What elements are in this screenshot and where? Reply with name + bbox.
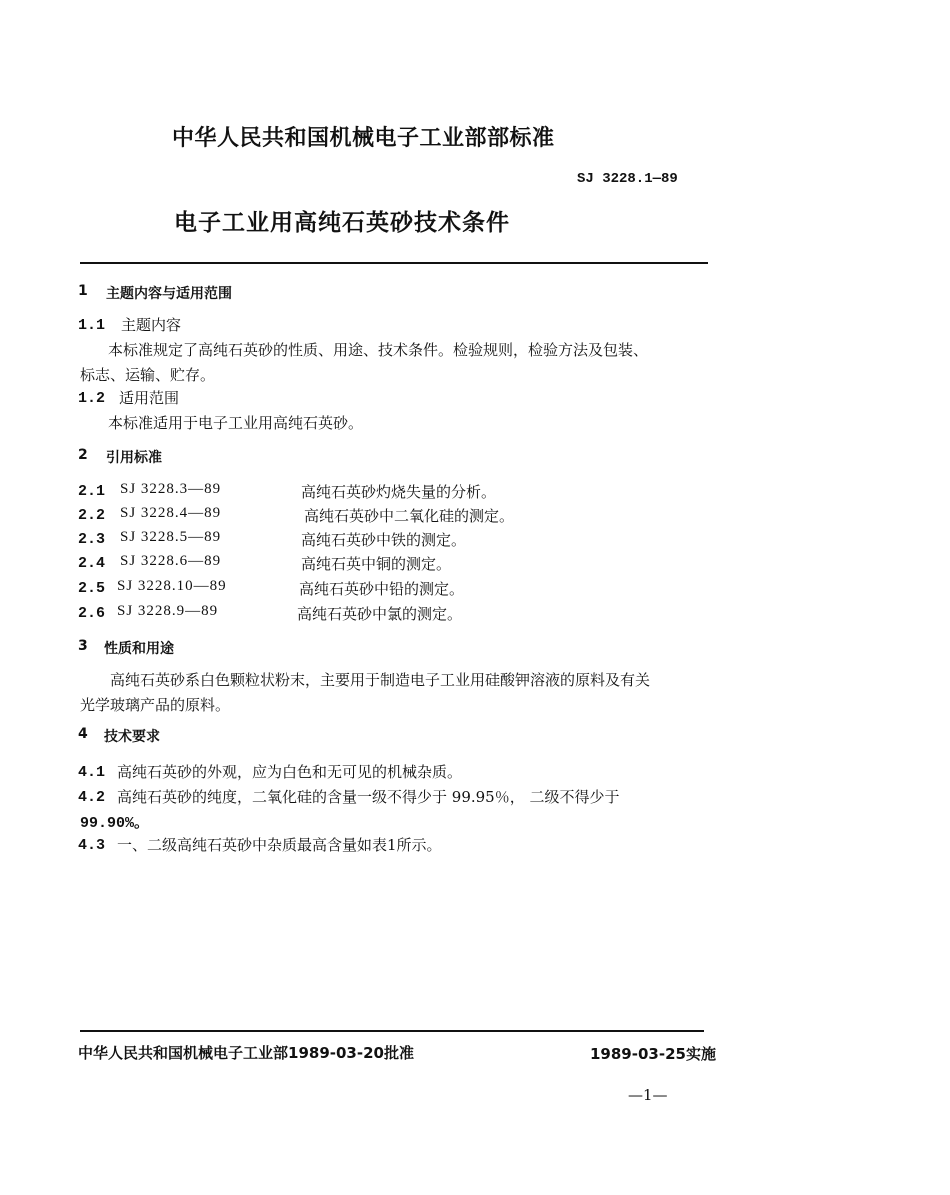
reference-number: 2.3 bbox=[78, 531, 106, 548]
org-title: 中华人民共和国机械电子工业部部标准 bbox=[172, 126, 555, 151]
section-4-number: 4 bbox=[78, 726, 88, 742]
section-3-title: 性质和用途 bbox=[104, 641, 174, 657]
document-title: 电子工业用高纯石英砂技术条件 bbox=[174, 210, 510, 236]
reference-title: 高纯石英砂中铅的测定。 bbox=[299, 580, 465, 598]
footer-divider bbox=[80, 1030, 704, 1032]
reference-title: 高纯石英砂中氯的测定。 bbox=[297, 605, 463, 623]
section-3-number: 3 bbox=[78, 638, 88, 654]
reference-number: 2.5 bbox=[78, 580, 106, 597]
section-4-2-text-line1: 高纯石英砂的纯度，二氧化硅的含量一级不得少于 99.95％， 二级不得少于 bbox=[117, 788, 620, 806]
reference-code: SJ 3228.5—89 bbox=[120, 529, 222, 545]
section-3-text-line2: 光学玻璃产品的原料。 bbox=[80, 696, 231, 714]
reference-title: 高纯石英砂中铁的测定。 bbox=[301, 531, 467, 549]
section-1-2-number: 1.2 bbox=[78, 390, 106, 407]
reference-title: 高纯石英砂中二氧化硅的测定。 bbox=[304, 507, 515, 525]
section-2-title: 引用标准 bbox=[106, 450, 162, 466]
reference-title: 高纯石英中铜的测定。 bbox=[301, 555, 452, 573]
header-divider bbox=[80, 262, 708, 264]
section-4-1-number: 4.1 bbox=[78, 764, 106, 781]
section-4-2-text-line2: 99.90%。 bbox=[80, 815, 150, 832]
section-1-1-title: 主题内容 bbox=[121, 316, 182, 334]
reference-number: 2.1 bbox=[78, 483, 106, 500]
section-1-1-number: 1.1 bbox=[78, 317, 106, 334]
approval-line: 中华人民共和国机械电子工业部1989-03-20批准 bbox=[78, 1044, 414, 1062]
section-4-1-text: 高纯石英砂的外观，应为白色和无可见的机械杂质。 bbox=[117, 763, 463, 781]
reference-code: SJ 3228.9—89 bbox=[117, 603, 219, 619]
section-1-2-title: 适用范围 bbox=[119, 389, 180, 407]
reference-title: 高纯石英砂灼烧失量的分析。 bbox=[301, 483, 497, 501]
reference-code: SJ 3228.10—89 bbox=[117, 578, 227, 594]
section-1-2-text: 本标准适用于电子工业用高纯石英砂。 bbox=[108, 414, 364, 432]
reference-number: 2.2 bbox=[78, 507, 106, 524]
reference-number: 2.4 bbox=[78, 555, 106, 572]
standard-code: SJ 3228.1—89 bbox=[577, 171, 678, 187]
section-2-number: 2 bbox=[78, 447, 88, 463]
section-4-3-text: 一、二级高纯石英砂中杂质最高含量如表1所示。 bbox=[117, 836, 442, 854]
reference-code: SJ 3228.6—89 bbox=[120, 553, 222, 569]
section-1-title: 主题内容与适用范围 bbox=[106, 286, 232, 302]
reference-number: 2.6 bbox=[78, 605, 106, 622]
section-3-text-line1: 高纯石英砂系白色颗粒状粉末，主要用于制造电子工业用硅酸钾溶液的原料及有关 bbox=[110, 671, 651, 689]
section-1-1-text-line2: 标志、运输、贮存。 bbox=[80, 366, 216, 384]
section-4-2-number: 4.2 bbox=[78, 789, 106, 806]
section-1-number: 1 bbox=[78, 283, 88, 299]
page-number: —1— bbox=[628, 1086, 668, 1104]
section-1-1-text-line1: 本标准规定了高纯石英砂的性质、用途、技术条件。检验规则，检验方法及包装、 bbox=[108, 341, 649, 359]
section-4-title: 技术要求 bbox=[104, 729, 160, 745]
reference-code: SJ 3228.3—89 bbox=[120, 481, 222, 497]
reference-code: SJ 3228.4—89 bbox=[120, 505, 222, 521]
section-4-3-number: 4.3 bbox=[78, 837, 106, 854]
effective-date: 1989-03-25实施 bbox=[590, 1045, 716, 1063]
